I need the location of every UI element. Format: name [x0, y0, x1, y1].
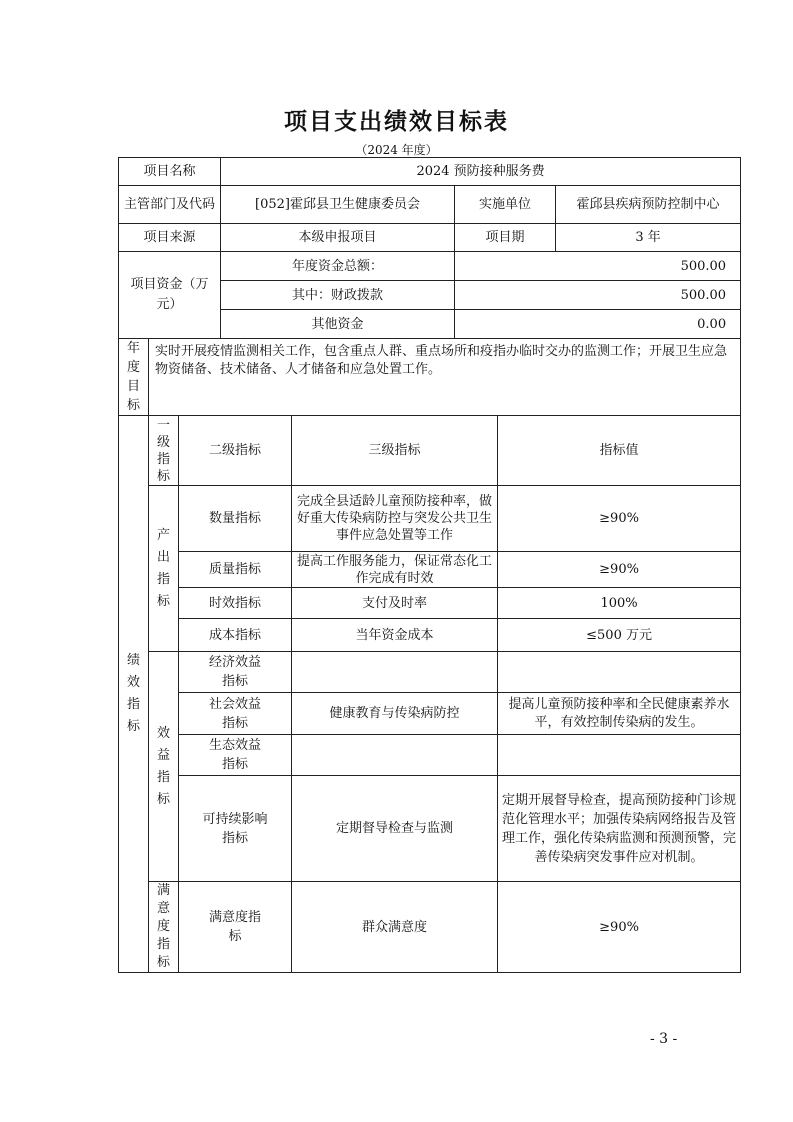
level2-cell: 经济效益指标 [179, 652, 292, 693]
project-source-label: 项目来源 [119, 224, 221, 252]
row-fund-total [119, 252, 741, 281]
annual-goal-label: 年度目标 [119, 339, 149, 416]
level3-cell: 提高工作服务能力，保证常态化工作完成有时效 [292, 552, 498, 588]
level2-cell: 可持续影响指标 [179, 776, 292, 882]
row-project-name [119, 158, 741, 186]
table-row [119, 776, 741, 882]
level3-cell [292, 652, 498, 693]
output-indicators-label: 产出指标 [149, 486, 179, 652]
project-name-value: 2024 预防接种服务费 [221, 158, 741, 186]
project-funds-label: 项目资金（万元） [119, 252, 221, 339]
value-cell: 100% [498, 588, 741, 619]
performance-target-table [118, 157, 741, 973]
indicator-value-header: 指标值 [498, 416, 741, 486]
value-cell: 提高儿童预防接种率和全民健康素养水平，有效控制传染病的发生。 [498, 693, 741, 735]
level2-cell: 生态效益指标 [179, 735, 292, 776]
value-cell: ≥90% [498, 882, 741, 973]
table-row [119, 588, 741, 619]
implementing-unit-label: 实施单位 [455, 186, 556, 224]
table-row [119, 486, 741, 552]
project-period-label: 项目期 [455, 224, 556, 252]
level3-cell: 群众满意度 [292, 882, 498, 973]
level2-cell: 质量指标 [179, 552, 292, 588]
project-name-label: 项目名称 [119, 158, 221, 186]
performance-table-container [118, 157, 741, 973]
fund-total-value: 500.00 [455, 252, 741, 281]
level1-header: 一级指标 [149, 416, 179, 486]
year-subtitle: （2024 年度） [355, 143, 438, 157]
performance-indicators-label: 绩效指标 [119, 416, 149, 973]
project-period-value: 3 年 [556, 224, 741, 252]
value-cell: ≥90% [498, 552, 741, 588]
annual-goal-text: 实时开展疫情监测相关工作，包含重点人群、重点场所和疫指办临时交办的监测工作；开展卫生应急物资储备、技术储备、人才储备和应急处置工作。 [149, 339, 741, 416]
row-source [119, 224, 741, 252]
fund-fiscal-label: 其中：财政拨款 [221, 281, 455, 310]
level3-cell: 当年资金成本 [292, 619, 498, 652]
level2-header: 二级指标 [179, 416, 292, 486]
row-perf-header [119, 416, 741, 486]
table-row [119, 882, 741, 973]
level2-cell: 社会效益指标 [179, 693, 292, 735]
level3-cell: 支付及时率 [292, 588, 498, 619]
department-value: [052]霍邱县卫生健康委员会 [221, 186, 455, 224]
level2-cell: 满意度指标 [179, 882, 292, 973]
level3-cell: 完成全县适龄儿童预防接种率，做好重大传染病防控与突发公共卫生事件应急处置等工作 [292, 486, 498, 552]
fund-fiscal-value: 500.00 [455, 281, 741, 310]
fund-other-label: 其他资金 [221, 310, 455, 339]
project-source-value: 本级申报项目 [221, 224, 455, 252]
row-department [119, 186, 741, 224]
department-label: 主管部门及代码 [119, 186, 221, 224]
level3-cell [292, 735, 498, 776]
table-row [119, 735, 741, 776]
value-cell [498, 735, 741, 776]
row-annual-goal [119, 339, 741, 416]
value-cell: ≤500 万元 [498, 619, 741, 652]
level2-cell: 成本指标 [179, 619, 292, 652]
fund-other-value: 0.00 [455, 310, 741, 339]
value-cell: 定期开展督导检查，提高预防接种门诊规范化管理水平；加强传染病网络报告及管理工作，强化传染病监测和预测预警，完善传染病突发事件应对机制。 [498, 776, 741, 882]
fund-total-label: 年度资金总额： [221, 252, 455, 281]
table-row [119, 619, 741, 652]
level3-cell: 健康教育与传染病防控 [292, 693, 498, 735]
satisfaction-indicators-label: 满意度指标 [149, 882, 179, 973]
benefit-indicators-label: 效益指标 [149, 652, 179, 882]
table-row [119, 652, 741, 693]
page-title: 项目支出绩效目标表 [284, 109, 509, 135]
value-cell: ≥90% [498, 486, 741, 552]
page-number: - 3 - [650, 1031, 678, 1047]
value-cell [498, 652, 741, 693]
level3-header: 三级指标 [292, 416, 498, 486]
level3-cell: 定期督导检查与监测 [292, 776, 498, 882]
implementing-unit-value: 霍邱县疾病预防控制中心 [556, 186, 741, 224]
table-row [119, 693, 741, 735]
level2-cell: 数量指标 [179, 486, 292, 552]
level2-cell: 时效指标 [179, 588, 292, 619]
table-row [119, 552, 741, 588]
